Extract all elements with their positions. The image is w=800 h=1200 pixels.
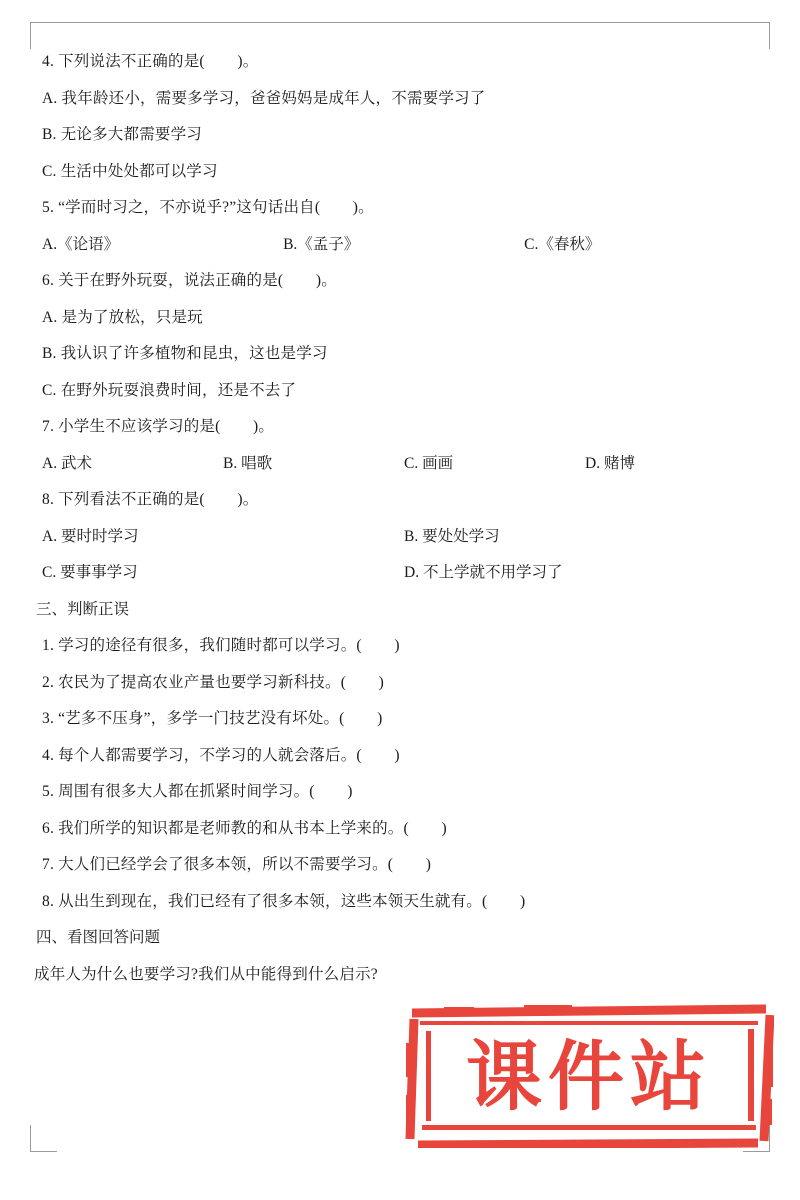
option-cell: C. 要事事学习: [42, 564, 138, 582]
question-text: 1. 学习的途径有很多，我们随时都可以学习。( ): [42, 637, 400, 655]
question-text: 3. “艺多不压身”，多学一门技艺没有坏处。( ): [42, 710, 383, 728]
watermark-stamp: [404, 1003, 774, 1148]
crop-mark-top-left: [30, 22, 57, 49]
option-row: [34, 233, 766, 257]
option-cell: A. 武术: [42, 454, 92, 472]
watermark-text: 课件站: [466, 1036, 712, 1120]
question-text: 7. 大人们已经学会了很多本领，所以不需要学习。( ): [42, 856, 432, 874]
crop-mark-top-right: [743, 22, 770, 49]
option-cell: B. 要处处学习: [404, 527, 500, 545]
option-text: C. 在野外玩耍浪费时间，还是不去了: [42, 381, 297, 399]
option-text: C. 生活中处处都可以学习: [42, 162, 218, 180]
section-heading: 三、判断正误: [36, 600, 130, 618]
question-text: 4. 每个人都需要学习，不学习的人就会落后。( ): [42, 746, 400, 764]
option-cell: B. 唱歌: [223, 454, 273, 472]
option-row: [34, 561, 766, 585]
question-text: 8. 从出生到现在，我们已经有了很多本领，这些本领天生就有。( ): [42, 892, 526, 910]
option-row: [34, 525, 766, 549]
option-cell: A.《论语》: [42, 235, 120, 253]
document-body: [34, 50, 766, 999]
option-row: [34, 452, 766, 476]
question-text: 2. 农民为了提高农业产量也要学习新科技。( ): [42, 673, 385, 691]
option-text: B. 我认识了许多植物和昆虫，这也是学习: [42, 345, 328, 363]
question-text: 6. 关于在野外玩耍，说法正确的是( )。: [42, 272, 337, 290]
question-text: 成年人为什么也要学习?我们从中能得到什么启示?: [34, 965, 378, 983]
question-text: 4. 下列说法不正确的是( )。: [42, 53, 259, 70]
question-text: 8. 下列看法不正确的是( )。: [42, 491, 259, 509]
option-cell: C.《春秋》: [524, 235, 601, 253]
option-cell: A. 要时时学习: [42, 527, 139, 545]
crop-mark-bottom-left: [30, 1125, 57, 1152]
option-text: B. 无论多大都需要学习: [42, 126, 202, 144]
option-text: A. 我年龄还小，需要多学习，爸爸妈妈是成年人，不需要学习了: [42, 89, 486, 107]
option-cell: C. 画画: [404, 454, 454, 472]
header-rule: [56, 22, 744, 23]
question-text: 5. 周围有很多大人都在抓紧时间学习。( ): [42, 783, 353, 801]
option-text: A. 是为了放松，只是玩: [42, 308, 203, 326]
section-heading: 四、看图回答问题: [36, 929, 161, 947]
option-cell: D. 赌博: [585, 454, 635, 472]
option-cell: B.《孟子》: [283, 235, 360, 253]
question-text: 5. “学而时习之，不亦说乎?”这句话出自( )。: [42, 199, 374, 217]
question-text: 6. 我们所学的知识都是老师教的和从书本上学来的。( ): [42, 819, 447, 837]
question-text: 7. 小学生不应该学习的是( )。: [42, 418, 275, 436]
option-cell: D. 不上学就不用学习了: [404, 564, 563, 582]
